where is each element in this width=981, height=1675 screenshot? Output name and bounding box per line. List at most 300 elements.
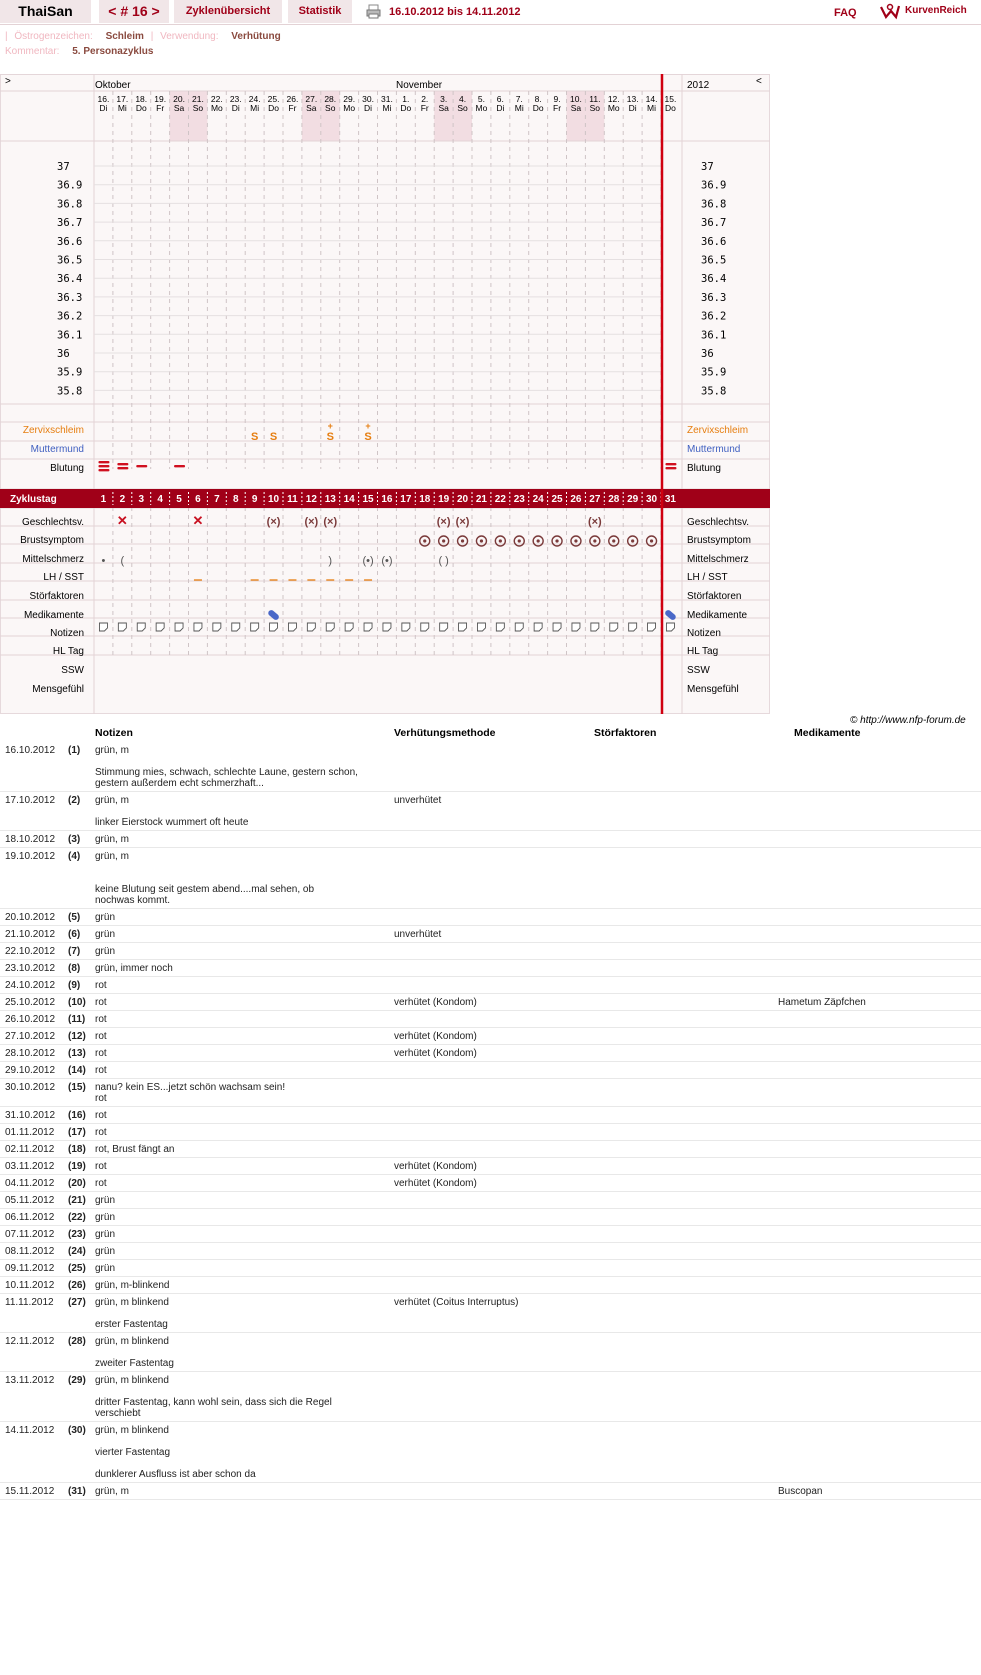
cycle-day-number: 4 <box>157 494 163 505</box>
weekday-label: Mi <box>382 103 392 113</box>
row-date: 25.10.2012 <box>5 997 56 1008</box>
breast-symptom-dot <box>555 539 558 542</box>
row-cycle-day: (21) <box>68 1195 86 1206</box>
row-label-lh: LH / SST <box>43 572 84 583</box>
logo-text: KurvenReich <box>905 5 967 16</box>
year-label: 2012 <box>687 80 710 91</box>
cycle-day-number: 6 <box>195 494 201 505</box>
row-cycle-day: (23) <box>68 1229 86 1240</box>
cycle-day-number: 22 <box>494 494 506 505</box>
temp-label-right: 35.8 <box>701 385 727 398</box>
note-icon[interactable] <box>515 623 523 631</box>
row-cycle-day: (19) <box>68 1161 86 1172</box>
row-label-cycleday: Zyklustag <box>10 494 57 505</box>
cervix-mark: S <box>250 431 259 443</box>
note-icon[interactable] <box>288 623 296 631</box>
date-label: 26. <box>286 94 299 104</box>
row-date: 08.11.2012 <box>5 1246 55 1257</box>
cycle-day-number: 24 <box>532 494 544 505</box>
cycle-day-number: 7 <box>214 494 220 505</box>
row-method: verhütet (Kondom) <box>394 1031 477 1042</box>
table-row <box>0 994 981 1011</box>
temp-label-right: 36.4 <box>701 273 727 286</box>
temp-label-left: 36.8 <box>57 198 83 211</box>
table-row <box>0 1158 981 1175</box>
row-medication: Buscopan <box>778 1486 823 1497</box>
row-note-line: zweiter Fastentag <box>95 1358 174 1369</box>
temp-label-right: 36.2 <box>701 310 727 323</box>
cycle-day-number: 1 <box>100 494 107 505</box>
row-note-line: grün, immer noch <box>95 963 173 974</box>
intercourse-mark: (×) <box>266 516 281 528</box>
table-row <box>0 977 981 994</box>
weekday-label: So <box>589 103 601 113</box>
breast-symptom-dot <box>461 539 464 542</box>
row-note-line: rot <box>95 1127 107 1138</box>
row-cycle-day: (26) <box>68 1280 86 1291</box>
logo[interactable] <box>878 2 978 22</box>
row-date: 27.10.2012 <box>5 1031 56 1042</box>
table-row <box>0 926 981 943</box>
temp-label-right: 36.8 <box>701 198 727 211</box>
nav-left-arrow[interactable]: > <box>5 76 11 87</box>
table-row <box>0 1483 981 1500</box>
breast-symptom-dot <box>499 539 502 542</box>
statistics-tab[interactable]: Statistik <box>288 0 352 23</box>
temp-label-left: 37 <box>57 161 70 173</box>
oestro-label: Östrogenzeichen: <box>14 31 93 42</box>
cycle-day-number: 13 <box>324 494 336 505</box>
weekday-label: So <box>457 103 468 113</box>
breast-symptom-dot <box>423 539 426 542</box>
bleeding-mark <box>136 465 147 467</box>
row-method: verhütet (Coitus Interruptus) <box>394 1297 519 1308</box>
cycle-day-number: 12 <box>305 494 317 505</box>
weekday-label: Do <box>665 103 676 113</box>
comment-value: 5. Personazyklus <box>72 46 154 57</box>
note-icon[interactable] <box>440 623 448 631</box>
date-label: 8. <box>534 94 542 104</box>
row-note-line: rot <box>95 1178 107 1189</box>
row-date: 03.11.2012 <box>5 1161 55 1172</box>
row-note-line: grün, m blinkend <box>95 1425 169 1436</box>
cycle-day-number: 11 <box>287 494 298 505</box>
temp-label-right: 36.9 <box>701 179 727 192</box>
month-label: November <box>396 80 443 91</box>
table-row <box>0 1141 981 1158</box>
row-note-line: grün, m <box>95 834 129 845</box>
temp-label-left: 36.7 <box>57 217 83 230</box>
breast-symptom-dot <box>442 539 445 542</box>
row-date: 06.11.2012 <box>5 1212 55 1223</box>
note-icon[interactable] <box>459 623 467 631</box>
temp-label-left: 35.9 <box>57 366 83 379</box>
cycle-day-number: 31 <box>664 494 677 505</box>
row-note-line: rot, Brust fängt an <box>95 1144 175 1155</box>
row-date: 29.10.2012 <box>5 1065 56 1076</box>
col-header-notes: Notizen <box>95 727 133 739</box>
row-cycle-day: (28) <box>68 1336 86 1347</box>
table-row <box>0 1277 981 1294</box>
row-date: 16.10.2012 <box>5 745 56 756</box>
weekday-label: Mi <box>117 103 127 113</box>
row-method: verhütet (Kondom) <box>394 1178 477 1189</box>
midpain-mark: (•) <box>381 555 393 567</box>
note-icon[interactable] <box>553 623 561 631</box>
note-icon[interactable] <box>194 623 202 631</box>
date-label: 15. <box>664 94 677 104</box>
date-label: 31. <box>381 94 393 104</box>
row-note-line: dunklerer Ausfluss ist aber schon da <box>95 1469 256 1480</box>
row-date: 12.11.2012 <box>5 1336 55 1347</box>
row-label-ssw: SSW <box>61 665 84 676</box>
row-date: 07.11.2012 <box>5 1229 55 1240</box>
date-label: 16. <box>97 94 110 104</box>
cervix-mark: S <box>326 431 334 443</box>
table-row <box>0 1079 981 1107</box>
row-note-line: verschiebt <box>95 1408 141 1419</box>
col-header-disturb: Störfaktoren <box>594 727 657 739</box>
row-label-right-midpain: Mittelschmerz <box>687 554 749 565</box>
row-date: 19.10.2012 <box>5 851 56 862</box>
temp-label-left: 36.1 <box>57 329 83 342</box>
row-cycle-day: (7) <box>68 946 81 957</box>
note-icon[interactable] <box>421 623 429 631</box>
breast-symptom-dot <box>650 539 653 542</box>
weekday-label: Sa <box>570 103 582 113</box>
cervix-plus: + <box>327 421 333 431</box>
breast-symptom-dot <box>518 539 521 542</box>
weekday-label: Di <box>496 103 505 113</box>
cycle-day-number: 19 <box>438 494 450 505</box>
note-icon[interactable] <box>175 623 183 631</box>
row-note-line: grün, m blinkend <box>95 1375 169 1386</box>
row-cycle-day: (3) <box>68 834 81 845</box>
weekday-label: Fr <box>420 103 429 113</box>
bleeding-mark <box>117 463 128 465</box>
row-date: 14.11.2012 <box>5 1425 55 1436</box>
use-label: Verwendung: <box>160 31 219 42</box>
row-note-line: rot <box>95 980 107 991</box>
weekday-label: Sa <box>173 103 185 113</box>
row-date: 13.11.2012 <box>5 1375 55 1386</box>
cervix-plus: + <box>365 421 371 431</box>
weekday-label: Di <box>231 103 240 113</box>
note-icon[interactable] <box>534 623 542 631</box>
row-label-right-notes: Notizen <box>687 628 721 639</box>
date-label: 4. <box>459 94 467 104</box>
row-method: verhütet (Kondom) <box>394 997 477 1008</box>
row-label-disturb: Störfaktoren <box>29 591 84 602</box>
row-label-right-bleeding: Blutung <box>687 463 721 474</box>
breast-symptom-dot <box>631 539 634 542</box>
row-cycle-day: (17) <box>68 1127 86 1138</box>
weekday-label: Do <box>400 103 412 113</box>
date-label: 2. <box>421 94 429 104</box>
row-note-line: nochwas kommt. <box>95 895 171 906</box>
row-date: 18.10.2012 <box>5 834 56 845</box>
row-date: 17.10.2012 <box>5 795 56 806</box>
row-cycle-day: (31) <box>68 1486 86 1497</box>
date-label: 23. <box>229 94 242 104</box>
row-note-line: rot <box>95 1048 107 1059</box>
note-icon[interactable] <box>326 623 334 631</box>
table-row <box>0 943 981 960</box>
temp-label-right: 36.5 <box>701 254 727 267</box>
note-icon[interactable] <box>477 623 485 631</box>
note-icon[interactable] <box>666 623 674 631</box>
breast-symptom-dot <box>537 539 540 542</box>
top-bar <box>0 0 981 25</box>
note-icon[interactable] <box>591 623 599 631</box>
note-icon[interactable] <box>156 623 164 631</box>
note-icon[interactable] <box>137 623 145 631</box>
note-icon[interactable] <box>251 623 259 631</box>
note-icon[interactable] <box>383 623 391 631</box>
row-note-line: grün <box>95 1212 116 1223</box>
row-note-line: grün, m blinkend <box>95 1336 169 1347</box>
date-label: 17. <box>116 94 129 104</box>
row-label-mens: Mensgefühl <box>32 684 84 695</box>
temp-label-left: 36 <box>57 348 70 360</box>
date-label: 24. <box>248 94 261 104</box>
table-row <box>0 1124 981 1141</box>
row-label-right-lh: LH / SST <box>687 572 728 583</box>
temp-label-left: 36.5 <box>57 254 83 267</box>
weekday-label: Di <box>364 103 373 113</box>
temp-label-right: 35.9 <box>701 366 727 379</box>
cycle-day-number: 25 <box>551 494 563 505</box>
temp-label-left: 36.2 <box>57 310 83 323</box>
use-value: Verhütung <box>231 31 281 42</box>
date-label: 9. <box>553 94 561 104</box>
date-label: 21. <box>192 94 204 104</box>
row-date: 09.11.2012 <box>5 1263 55 1274</box>
note-icon[interactable] <box>270 623 278 631</box>
date-label: 30. <box>362 94 374 104</box>
intercourse-mark: (×) <box>455 516 470 528</box>
row-note-line: Stimmung mies, schwach, schlechte Laune, gestern schon, <box>95 767 358 778</box>
cycle-day-number: 26 <box>570 494 582 505</box>
weekday-label: Mo <box>210 103 223 113</box>
temp-label-right: 36.1 <box>701 329 727 342</box>
table-row <box>0 1045 981 1062</box>
row-cycle-day: (25) <box>68 1263 86 1274</box>
weekday-label: Do <box>532 103 544 113</box>
row-label-right-cervix: Zervixschleim <box>687 425 749 436</box>
note-icon[interactable] <box>232 623 240 631</box>
note-icon[interactable] <box>99 623 107 631</box>
row-note-line: keine Blutung seit gestem abend....mal sehen, ob <box>95 884 315 895</box>
date-label: 12. <box>607 94 620 104</box>
date-label: 28. <box>324 94 337 104</box>
row-date: 30.10.2012 <box>5 1082 56 1093</box>
midpain-mark: • <box>101 555 106 567</box>
row-label-cervix: Zervixschleim <box>22 425 84 436</box>
row-note-line: nanu? kein ES...jetzt schön wachsam sein! <box>95 1082 286 1093</box>
table-row <box>0 1226 981 1243</box>
note-icon[interactable] <box>213 623 221 631</box>
note-icon[interactable] <box>496 623 504 631</box>
cycle-chart <box>0 74 770 714</box>
cycle-overview-tab[interactable]: Zyklenübersicht <box>174 0 282 23</box>
breast-symptom-dot <box>593 539 596 542</box>
weekday-label: Do <box>268 103 279 113</box>
note-icon[interactable] <box>307 623 315 631</box>
faq-link[interactable]: FAQ <box>834 7 857 19</box>
note-icon[interactable] <box>572 623 580 631</box>
row-note-line: grün, m-blinkend <box>95 1280 170 1291</box>
temp-label-left: 36.4 <box>57 273 83 286</box>
weekday-label: Di <box>99 103 108 113</box>
row-note-line: grün, m blinkend <box>95 1297 169 1308</box>
row-note-line: grün <box>95 946 116 957</box>
row-cycle-day: (30) <box>68 1425 86 1436</box>
note-icon[interactable] <box>118 623 126 631</box>
row-label-right-disturb: Störfaktoren <box>687 591 742 602</box>
breast-symptom-dot <box>480 539 483 542</box>
date-label: 25. <box>267 94 280 104</box>
weekday-label: Mo <box>475 103 488 113</box>
row-cycle-day: (1) <box>68 745 81 756</box>
note-icon[interactable] <box>629 623 637 631</box>
cycle-day-number: 17 <box>400 494 412 505</box>
cycle-day-number: 16 <box>381 494 393 505</box>
table-row <box>0 1062 981 1079</box>
note-icon[interactable] <box>648 623 656 631</box>
note-icon[interactable] <box>345 623 353 631</box>
row-date: 26.10.2012 <box>5 1014 56 1025</box>
cycle-day-number: 15 <box>362 494 374 505</box>
bleeding-mark <box>174 465 185 467</box>
cycle-day-number: 27 <box>589 494 601 505</box>
cycle-day-number: 20 <box>456 494 469 505</box>
table-row <box>0 1294 981 1333</box>
row-label-right-breast: Brustsymptom <box>687 535 751 546</box>
weekday-label: Sa <box>438 103 449 113</box>
row-date: 11.11.2012 <box>5 1297 54 1308</box>
row-note-line: rot <box>95 1161 107 1172</box>
row-date: 10.11.2012 <box>5 1280 55 1291</box>
row-note-line: gestern außerdem echt schmerzhaft... <box>95 778 264 789</box>
row-date: 04.11.2012 <box>5 1178 55 1189</box>
weekday-label: Fr <box>288 103 297 113</box>
row-note-line: grün <box>95 912 116 923</box>
row-cycle-day: (13) <box>68 1048 86 1059</box>
row-label-right-ssw: SSW <box>687 665 710 676</box>
weekday-label: Mi <box>647 103 657 113</box>
temp-label-left: 36.6 <box>57 235 83 248</box>
row-cycle-day: (14) <box>68 1065 86 1076</box>
weekday-label: So <box>192 103 204 113</box>
cycle-day-number: 5 <box>176 494 182 505</box>
row-label-right-meds: Medikamente <box>687 610 748 621</box>
row-method: unverhütet <box>394 929 442 940</box>
row-note-line: grün <box>95 1263 116 1274</box>
row-label-right-mouth: Muttermund <box>687 444 741 455</box>
table-row <box>0 1175 981 1192</box>
bleeding-mark <box>665 467 676 469</box>
cycle-day-number: 28 <box>608 494 620 505</box>
note-icon[interactable] <box>364 623 372 631</box>
date-range: 16.10.2012 bis 14.11.2012 <box>389 6 521 18</box>
midpain-mark: (•) <box>362 555 374 567</box>
row-cycle-day: (8) <box>68 963 81 974</box>
weekday-label: Sa <box>306 103 317 113</box>
brand-tab[interactable]: ThaiSan <box>0 0 91 23</box>
bleeding-mark <box>98 469 109 471</box>
nav-right-arrow[interactable]: < <box>756 76 762 87</box>
note-icon[interactable] <box>402 623 410 631</box>
row-note-line: grün <box>95 1229 116 1240</box>
row-note-line: grün <box>95 1195 116 1206</box>
temp-label-left: 36.9 <box>57 179 83 192</box>
table-row <box>0 1028 981 1045</box>
row-note-line: dritter Fastentag, kann wohl sein, dass sich die Regel <box>95 1397 332 1408</box>
date-label: 5. <box>477 94 485 104</box>
weekday-label: Mo <box>343 103 356 113</box>
row-note-line: grün, m <box>95 745 129 756</box>
row-date: 01.11.2012 <box>5 1127 55 1138</box>
intercourse-mark: (×) <box>304 516 319 528</box>
cycle-day-number: 29 <box>627 494 639 505</box>
table-row <box>0 1192 981 1209</box>
row-note-line: grün <box>95 929 116 940</box>
row-cycle-day: (27) <box>68 1297 86 1308</box>
printer-icon[interactable] <box>366 4 381 19</box>
date-label: 13. <box>626 94 639 104</box>
row-label-midpain: Mittelschmerz <box>22 554 84 565</box>
date-label: 29. <box>343 94 356 104</box>
row-cycle-day: (12) <box>68 1031 86 1042</box>
row-cycle-day: (16) <box>68 1110 86 1121</box>
row-note-line: grün, m <box>95 1486 129 1497</box>
table-row <box>0 960 981 977</box>
row-cycle-day: (5) <box>68 912 81 923</box>
weekday-label: Mo <box>607 103 620 113</box>
cycle-nav-tab[interactable]: < # 16 > <box>99 0 169 23</box>
table-row <box>0 1011 981 1028</box>
row-note-line: rot <box>95 997 107 1008</box>
row-note-line: rot <box>95 1014 107 1025</box>
cycle-day-number: 2 <box>119 494 126 505</box>
row-medication: Hametum Zäpfchen <box>778 997 866 1008</box>
weekday-label: Fr <box>553 103 562 113</box>
row-note-line: erster Fastentag <box>95 1319 168 1330</box>
row-cycle-day: (29) <box>68 1375 86 1386</box>
col-header-method: Verhütungsmethode <box>394 727 496 739</box>
row-note-line: linker Eierstock wummert oft heute <box>95 817 249 828</box>
temp-label-right: 36.3 <box>701 291 727 304</box>
row-cycle-day: (4) <box>68 851 81 862</box>
bleeding-mark <box>98 461 109 463</box>
date-label: 22. <box>210 94 223 104</box>
temp-label-right: 36 <box>701 348 714 360</box>
row-note-line: rot <box>95 1093 107 1104</box>
row-date: 05.11.2012 <box>5 1195 55 1206</box>
note-icon[interactable] <box>610 623 618 631</box>
row-cycle-day: (24) <box>68 1246 86 1257</box>
temp-label-right: 36.7 <box>701 217 727 230</box>
date-label: 19. <box>154 94 167 104</box>
temp-label-right: 36.6 <box>701 235 727 248</box>
bleeding-mark <box>665 463 676 465</box>
cycle-day-number: 9 <box>251 494 258 505</box>
breast-symptom-dot <box>612 539 615 542</box>
month-label: Oktober <box>95 80 131 91</box>
row-date: 23.10.2012 <box>5 963 56 974</box>
row-note-line: vierter Fastentag <box>95 1447 171 1458</box>
